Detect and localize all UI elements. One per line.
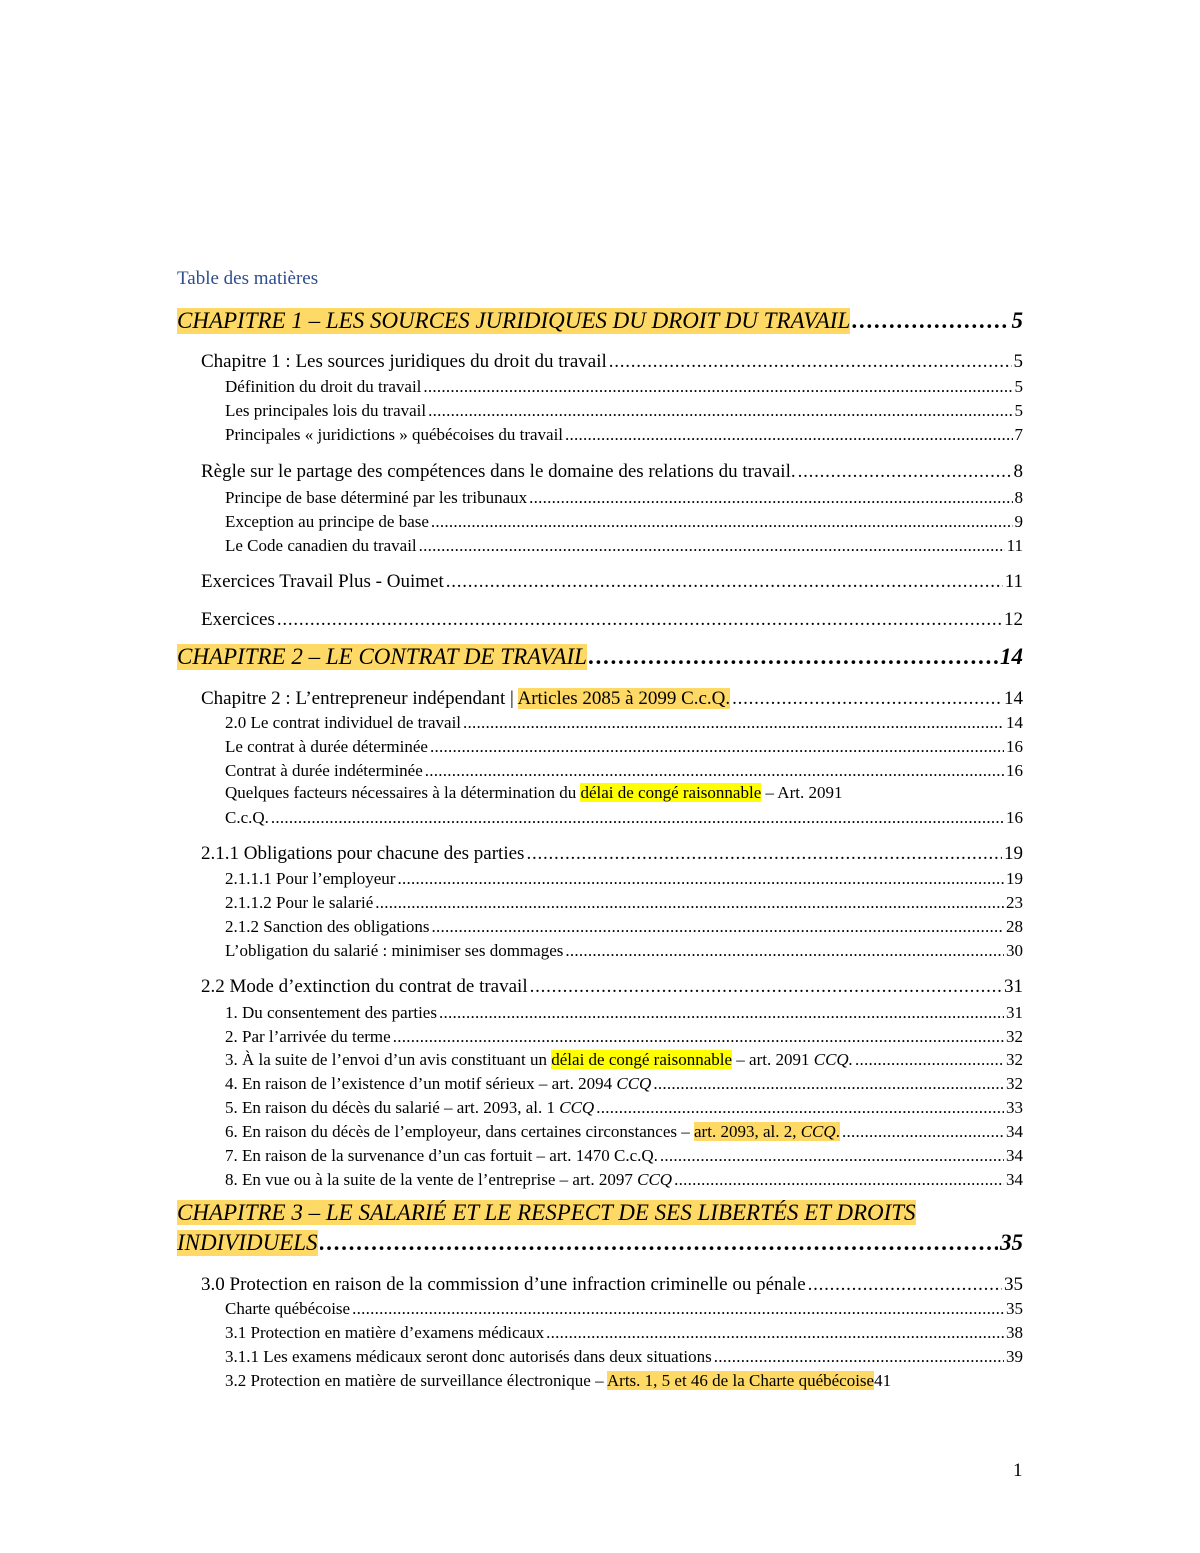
- label-part: 6. En raison du décès de l’employeur, dans certaines circonstances –: [225, 1122, 695, 1141]
- leader-dots: [439, 1003, 1004, 1023]
- page-ref: 34: [1006, 1170, 1023, 1189]
- entry-label: Principe de base déterminé par les tribunaux: [225, 488, 528, 507]
- leader-dots: [446, 571, 1003, 593]
- entry-label: Principales « juridictions » québécoises du travail: [225, 425, 564, 444]
- page-ref: 19: [1004, 843, 1023, 864]
- entry-label: [225, 1074, 651, 1094]
- label-part: – art. 2091: [732, 1050, 814, 1069]
- leader-dots: [320, 1230, 998, 1256]
- entry-label: 1. Du consentement des parties: [225, 1003, 437, 1022]
- label-part: 5. En raison du décès du salarié – art. 2093, al. 1: [225, 1098, 560, 1117]
- leader-dots: [808, 1274, 1002, 1296]
- leader-dots: [674, 1170, 1004, 1190]
- page-ref: 5: [1011, 308, 1023, 333]
- toc-entry[interactable]: [225, 401, 1023, 421]
- leader-dots: [397, 869, 1004, 889]
- leader-dots: [431, 512, 1013, 532]
- leader-dots: [419, 536, 1005, 556]
- entry-label: Exception au principe de base: [225, 512, 429, 531]
- leader-dots: [393, 1027, 1004, 1047]
- label-part: 8. En vue ou à la suite de la vente de l’entreprise – art. 2097: [225, 1170, 638, 1189]
- page-ref: 19: [1006, 869, 1023, 888]
- leader-dots: [842, 1122, 1004, 1142]
- page-ref: 34: [1006, 1146, 1023, 1165]
- label-part: CCQ.: [813, 1050, 853, 1069]
- entry-label: [225, 1170, 672, 1190]
- label-part: CCQ: [559, 1098, 595, 1117]
- toc-entry[interactable]: [201, 609, 1023, 631]
- page-ref: 12: [1004, 609, 1023, 630]
- page-ref: 8: [1014, 488, 1023, 507]
- toc-entry[interactable]: [225, 1170, 1023, 1190]
- entry-label: [225, 1050, 853, 1070]
- toc-entry[interactable]: [225, 1027, 1023, 1047]
- leader-dots: [653, 1074, 1004, 1094]
- entry-label: Le contrat à durée déterminée: [225, 737, 428, 756]
- leader-dots: [428, 401, 1012, 421]
- toc-entry[interactable]: [225, 512, 1023, 532]
- label-part: CCQ: [616, 1074, 652, 1093]
- toc-entry[interactable]: [225, 761, 1023, 781]
- leader-dots: [855, 1050, 1004, 1070]
- page-ref: 34: [1006, 1122, 1023, 1141]
- toc-entry[interactable]: [201, 351, 1023, 373]
- toc-entry[interactable]: [225, 425, 1023, 445]
- toc-entry[interactable]: [225, 1323, 1023, 1343]
- toc-entry-line1[interactable]: [225, 783, 842, 803]
- entry-label: Chapitre 1 : Les sources juridiques du droit du travail: [201, 351, 607, 372]
- toc-entry[interactable]: [225, 377, 1023, 397]
- leader-dots: [430, 737, 1004, 757]
- leader-dots: [609, 351, 1012, 373]
- page-ref: 39: [1006, 1347, 1023, 1366]
- entry-label: 2. Par l’arrivée du terme: [225, 1027, 391, 1046]
- leader-dots: [798, 461, 1012, 483]
- page-ref: 16: [1006, 761, 1023, 780]
- toc-entry[interactable]: [225, 1371, 1023, 1391]
- page-ref: 35: [1004, 1274, 1023, 1295]
- entry-label: 2.0 Le contrat individuel de travail: [225, 713, 462, 732]
- page-ref: 16: [1006, 808, 1023, 827]
- toc-entry[interactable]: [201, 461, 1023, 483]
- entry-label: 3.1 Protection en matière d’examens médicaux: [225, 1323, 545, 1342]
- toc-title: Table des matières: [177, 268, 319, 289]
- page-ref: 41: [874, 1371, 892, 1390]
- leader-dots: [596, 1098, 1004, 1118]
- toc-entry[interactable]: [225, 1074, 1023, 1094]
- entry-label: Définition du droit du travail: [225, 377, 422, 396]
- page-ref: 35: [1006, 1299, 1023, 1318]
- page-ref: 16: [1006, 737, 1023, 756]
- entry-label: Exercices Travail Plus - Ouimet: [201, 571, 444, 592]
- page-ref: 31: [1006, 1003, 1023, 1022]
- leader-dots: [714, 1347, 1004, 1367]
- chapter-title: INDIVIDUELS: [177, 1230, 318, 1255]
- entry-label: [225, 1122, 840, 1142]
- toc-entry[interactable]: [201, 843, 1023, 865]
- leader-dots: [660, 1146, 1004, 1166]
- toc-entry[interactable]: [225, 1299, 1023, 1319]
- chapter-title: CHAPITRE 3 – LE SALARIÉ ET LE RESPECT DE SES LIBERTÉS ET DROITS: [177, 1200, 916, 1225]
- leader-dots: [352, 1299, 1004, 1319]
- label-part: .: [835, 1122, 840, 1141]
- entry-label: 2.1.2 Sanction des obligations: [225, 917, 430, 936]
- entry-label: [201, 688, 730, 710]
- leader-dots: [546, 1323, 1004, 1343]
- toc-entry[interactable]: [225, 941, 1023, 961]
- toc-chapter-3-line1[interactable]: [177, 1200, 916, 1226]
- toc-entry[interactable]: [201, 976, 1023, 998]
- label-part: 4. En raison de l’existence d’un motif sérieux – art. 2094: [225, 1074, 617, 1093]
- page-ref: 35: [1000, 1230, 1023, 1255]
- page-ref: 8: [1013, 461, 1023, 482]
- page-ref: 11: [1004, 571, 1023, 592]
- toc-entry[interactable]: [201, 1274, 1023, 1296]
- label-part: – Art. 2091: [761, 783, 843, 802]
- page-ref: 30: [1006, 941, 1023, 960]
- page-ref: 32: [1006, 1074, 1023, 1093]
- label-part: 3. À la suite de l’envoi d’un avis constituant un: [225, 1050, 552, 1069]
- label-part: art. 2093, al. 2,: [694, 1122, 801, 1141]
- toc-entry[interactable]: [225, 917, 1023, 937]
- toc-entry[interactable]: [225, 869, 1023, 889]
- entry-label: 2.2 Mode d’extinction du contrat de travail: [201, 976, 528, 997]
- toc-entry[interactable]: [225, 1347, 1023, 1367]
- label-part: CCQ: [800, 1122, 836, 1141]
- highlighted-text: Arts. 1, 5 et 46 de la Charte québécoise: [606, 1371, 875, 1390]
- leader-dots: [526, 843, 1002, 865]
- leader-dots: [732, 688, 1002, 710]
- toc-entry[interactable]: [225, 1050, 1023, 1070]
- entry-label: 2.1.1 Obligations pour chacune des parties: [201, 843, 525, 864]
- leader-dots: [375, 893, 1004, 913]
- entry-label: [225, 1371, 874, 1391]
- entry-label: 2.1.1.1 Pour l’employeur: [225, 869, 396, 888]
- toc-entry[interactable]: [225, 1122, 1023, 1142]
- entry-label: Le Code canadien du travail: [225, 536, 417, 555]
- page-ref: 32: [1006, 1027, 1023, 1046]
- page-ref: 38: [1006, 1323, 1023, 1342]
- toc-entry[interactable]: [201, 688, 1023, 710]
- entry-label: L’obligation du salarié : minimiser ses dommages: [225, 941, 564, 960]
- page-ref: 31: [1004, 976, 1023, 997]
- page-ref: 5: [1014, 401, 1023, 420]
- label-part: Chapitre 2 : L’entrepreneur indépendant |: [201, 688, 518, 709]
- toc-entry[interactable]: [225, 1003, 1023, 1023]
- leader-dots: [463, 713, 1004, 733]
- page-ref: 23: [1006, 893, 1023, 912]
- page-ref: 28: [1006, 917, 1023, 936]
- label-part: CCQ: [637, 1170, 673, 1189]
- page-number: 1: [1013, 1460, 1023, 1481]
- toc-entry[interactable]: [225, 713, 1023, 733]
- toc-entry[interactable]: [225, 536, 1023, 556]
- leader-dots: [530, 976, 1002, 998]
- entry-label: [225, 1098, 594, 1118]
- entry-label: C.c.Q.: [225, 808, 269, 827]
- chapter-title: CHAPITRE 1 – LES SOURCES JURIDIQUES DU DROIT DU TRAVAIL: [177, 308, 851, 333]
- label-part: 3.2 Protection en matière de surveillance électronique –: [225, 1371, 607, 1390]
- toc-chapter-1[interactable]: [177, 308, 1023, 334]
- highlighted-text: Articles 2085 à 2099 C.c.Q.: [517, 688, 731, 709]
- label-part: Quelques facteurs nécessaires à la détermination du: [225, 783, 581, 802]
- leader-dots: [425, 761, 1004, 781]
- leader-dots: [589, 644, 998, 670]
- page-ref: 7: [1014, 425, 1023, 444]
- toc-entry[interactable]: [201, 571, 1023, 593]
- highlighted-text: délai de congé raisonnable: [551, 1050, 733, 1069]
- toc-entry[interactable]: [225, 1146, 1023, 1166]
- entry-label: 3.0 Protection en raison de la commission d’une infraction criminelle ou pénale: [201, 1274, 806, 1295]
- leader-dots: [431, 917, 1004, 937]
- entry-label: 2.1.1.2 Pour le salarié: [225, 893, 374, 912]
- toc-chapter-2[interactable]: [177, 644, 1023, 670]
- page-ref: 11: [1006, 536, 1023, 555]
- highlighted-text: [694, 1122, 840, 1141]
- page-ref: 32: [1006, 1050, 1023, 1069]
- leader-dots: [277, 609, 1002, 631]
- leader-dots: [565, 941, 1004, 961]
- entry-label: 7. En raison de la survenance d’un cas fortuit – art. 1470 C.c.Q.: [225, 1146, 658, 1165]
- toc-entry[interactable]: [225, 893, 1023, 913]
- toc-entry[interactable]: [225, 1098, 1023, 1118]
- leader-dots: [271, 808, 1004, 828]
- entry-label: 3.1.1 Les examens médicaux seront donc autorisés dans deux situations: [225, 1347, 712, 1366]
- entry-label: Les principales lois du travail: [225, 401, 427, 420]
- entry-label: Règle sur le partage des compétences dans le domaine des relations du travail.: [201, 461, 796, 482]
- entry-label: Exercices: [201, 609, 275, 630]
- page-ref: 9: [1014, 512, 1023, 531]
- toc-entry[interactable]: [225, 488, 1023, 508]
- page-ref: 5: [1014, 377, 1023, 396]
- highlighted-text: délai de congé raisonnable: [580, 783, 762, 802]
- leader-dots: [423, 377, 1012, 397]
- page-ref: 14: [1004, 688, 1023, 709]
- page-ref: 14: [1006, 713, 1023, 732]
- page-ref: 5: [1013, 351, 1023, 372]
- toc-entry[interactable]: [225, 808, 1023, 828]
- leader-dots: [565, 425, 1012, 445]
- entry-label: Charte québécoise: [225, 1299, 351, 1318]
- toc-entry[interactable]: [225, 737, 1023, 757]
- leader-dots: [852, 308, 1009, 334]
- toc-chapter-3[interactable]: [177, 1230, 1023, 1256]
- chapter-title: CHAPITRE 2 – LE CONTRAT DE TRAVAIL: [177, 644, 587, 669]
- page-ref: 14: [1000, 644, 1023, 669]
- entry-label: Contrat à durée indéterminée: [225, 761, 423, 780]
- leader-dots: [529, 488, 1012, 508]
- page-ref: 33: [1006, 1098, 1023, 1117]
